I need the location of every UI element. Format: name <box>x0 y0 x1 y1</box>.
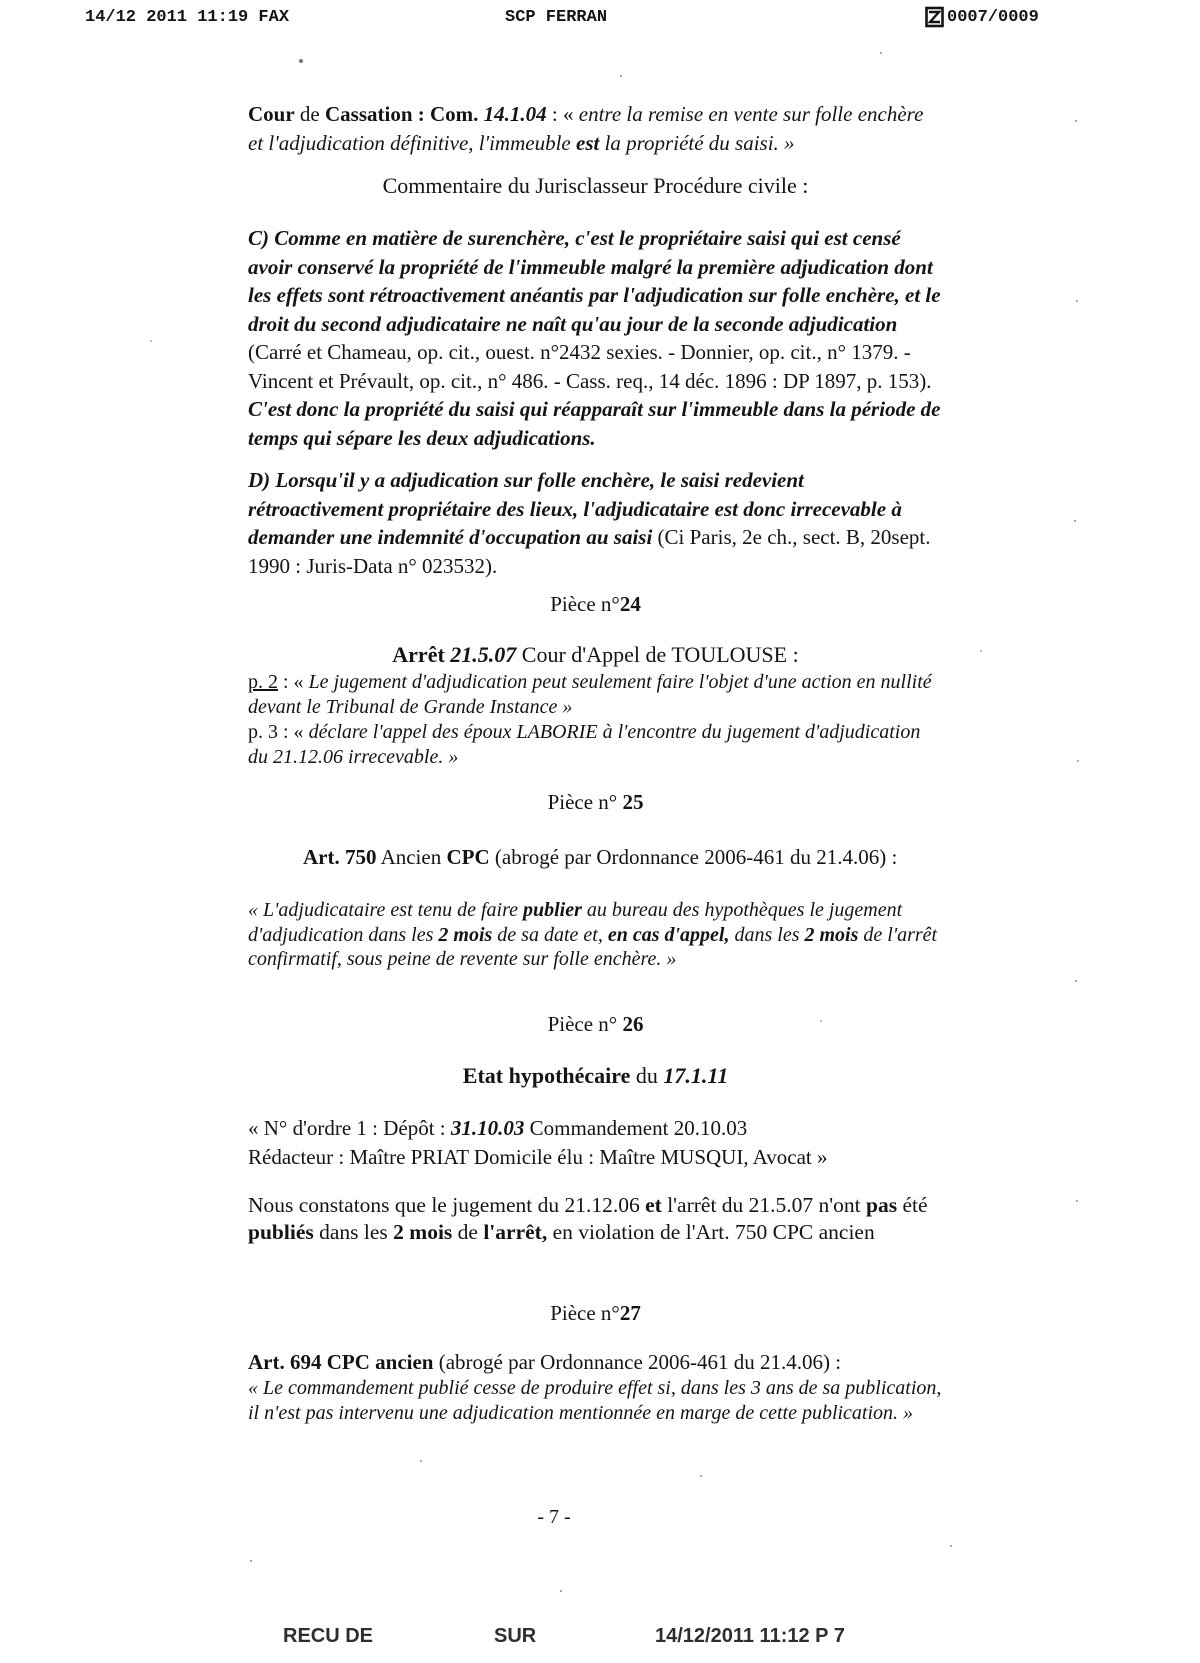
text-run: de l'arrêt confirmatif, sous peine de revente sur folle enchère. » <box>248 923 938 970</box>
art-750-quote <box>248 898 943 972</box>
text-run: C) Comme en matière de surenchère, c'est le propriétaire saisi qui est censé avoir conservé la propriété de l'immeuble malgré la première adjudication dont les effets sont rétroactivement anéantis par l'adjudication sur folle enchère, et le droit du second adjudicataire ne naît qu'au jour de la seconde adjudication <box>248 226 941 336</box>
arret-heading <box>248 641 943 670</box>
page-number: - 7 - <box>537 1506 571 1528</box>
footer-received-label: RECU DE <box>283 1625 374 1647</box>
text-run: 2 mois <box>804 923 859 946</box>
constat-paragraph <box>248 1192 943 1245</box>
text-run: est <box>576 130 600 155</box>
commentaire-heading: Commentaire du Jurisclasseur Procédure civile : <box>382 173 809 198</box>
text-run: Etat hypothécaire <box>462 1063 631 1088</box>
text-run: Pièce n° <box>550 1301 620 1325</box>
text-run: 21.5.07 <box>450 642 517 667</box>
text-run: du <box>630 1063 664 1088</box>
piece-25-heading <box>248 788 943 817</box>
text-run: : « <box>278 671 309 693</box>
fax-header-page-counter-group <box>925 6 1039 28</box>
fax-page-icon <box>925 6 944 28</box>
text-run: Commandement 20.10.03 <box>524 1116 748 1140</box>
text-run: Pièce n° <box>547 1012 623 1036</box>
text-run: entre la remise en vente sur folle enchère et l'adjudication définitive, l'immeuble <box>248 102 924 155</box>
text-run: Le jugement d'adjudication peut seulement faire l'objet d'une action en nullité devant le Tribunal de Grande Instance » <box>248 671 932 718</box>
text-run: de <box>294 102 325 126</box>
text-run: « Le commandement publié cesse de produire effet si, dans les 3 ans de sa publication, il n'est pas intervenu une adjudication mentionnée en marge de cette publication. » <box>248 1377 942 1424</box>
text-run: p. 2 <box>248 671 278 693</box>
text-run: (abrogé par Ordonnance 2006-461 du 21.4.06) : <box>433 1350 842 1374</box>
text-run: en violation de l'Art. 750 CPC ancien <box>547 1219 875 1244</box>
text-run: 25 <box>622 790 644 814</box>
text-run: (Ci Paris, 2e ch., sect. B, 20sept. 1990 : Juris-Data n° 023532). <box>248 525 931 578</box>
text-run: déclare l'appel des époux LABORIE à l'encontre du jugement d'adjudication du 21.12.06 irrecevable. » <box>248 721 921 768</box>
text-run: « N° d'ordre 1 : Dépôt : <box>248 1116 451 1140</box>
text-run: publiés <box>248 1219 314 1244</box>
text-run: 17.1.11 <box>663 1063 729 1088</box>
cassation-paragraph <box>248 100 943 157</box>
footer-sur-label: SUR <box>494 1625 537 1647</box>
text-run: Art. 694 CPC ancien <box>248 1350 434 1374</box>
text-run: 26 <box>622 1012 644 1036</box>
piece-24-heading <box>248 590 943 619</box>
footer-timestamp: 14/12/2011 11:12 P 7 <box>655 1625 845 1647</box>
art-694-quote <box>248 1376 943 1425</box>
text-run: 31.10.03 <box>450 1116 525 1140</box>
text-run: de sa date et, <box>492 923 608 946</box>
text-run: Art. 750 <box>303 845 377 869</box>
art-750-paragraph <box>248 844 943 871</box>
text-run: la propriété du saisi. » <box>599 130 795 155</box>
text-run: p. 3 : « <box>248 721 309 743</box>
text-run: : « <box>546 102 579 126</box>
text-run: Pièce n° <box>547 790 623 814</box>
etat-hypothecaire-heading <box>248 1062 943 1091</box>
text-run: Cour <box>248 102 295 126</box>
text-run: au bureau des hypothèques le jugement d'adjudication dans les <box>248 899 903 946</box>
ordre-line-2: Rédacteur : Maître PRIAT Domicile élu : Maître MUSQUI, Avocat » <box>248 1145 828 1169</box>
text-run: (Carré et Chameau, op. cit., ouest. n°2432 sexies. - Donnier, op. cit., n° 1379. - Vincent et Prévault, op. cit., n° 486. - Cass. req., 14 déc. 1896 : DP 1897, p. 153). <box>248 340 932 393</box>
text-run: 2 mois <box>393 1219 453 1244</box>
d-paragraph <box>248 466 943 580</box>
text-run: l'arrêt du 21.5.07 n'ont <box>661 1193 867 1217</box>
text-run: D) Lorsqu'il y a adjudication sur folle enchère, le saisi redevient rétroactivement propriétaire des lieux, l'adjudicataire est donc irrecevable à demander une indemnité d'occupation au saisi <box>248 468 902 549</box>
text-run: 14.1.04 <box>483 102 547 126</box>
text-run: pas <box>866 1193 898 1217</box>
text-run: Cassation : Com. <box>325 102 484 126</box>
text-run: publier <box>522 899 582 921</box>
scan-noise-speckles <box>0 0 2 2</box>
text-run: Pièce n° <box>550 592 620 616</box>
ordre-paragraph <box>248 1114 943 1172</box>
text-run: et <box>645 1193 662 1217</box>
ordre-line-1 <box>248 1114 943 1143</box>
text-run: (abrogé par Ordonnance 2006-461 du 21.4.06) : <box>489 845 898 869</box>
text-run: 24 <box>619 592 641 616</box>
text-run: en cas d'appel, <box>607 923 730 946</box>
text-run: de <box>452 1219 484 1244</box>
text-run: Cour d'Appel de TOULOUSE : <box>516 642 799 667</box>
fax-header-sender: SCP FERRAN <box>505 8 608 27</box>
p3-quote <box>248 720 943 770</box>
arret-quotes <box>248 670 943 770</box>
text-run: l'arrêt, <box>483 1219 548 1244</box>
piece-27-heading <box>248 1299 943 1328</box>
piece-26-heading <box>248 1010 943 1039</box>
fax-header-timestamp: 14/12 2011 11:19 FAX <box>85 8 290 27</box>
text-run: dans les <box>313 1219 394 1244</box>
fax-header-page-counter: 0007/0009 <box>947 7 1039 27</box>
text-run: Ancien <box>376 845 447 869</box>
p2-quote <box>248 670 943 720</box>
text-run: été <box>897 1193 928 1217</box>
text-run: 27 <box>619 1301 641 1325</box>
text-run: « L'adjudicataire est tenu de faire <box>248 899 523 921</box>
text-run: Nous constatons que le jugement du 21.12.06 <box>248 1193 646 1217</box>
art-694-paragraph <box>248 1348 943 1377</box>
text-run: CPC <box>446 845 490 869</box>
text-run: 2 mois <box>438 923 493 946</box>
text-run: Arrêt <box>392 642 451 667</box>
c-paragraph <box>248 224 948 452</box>
text-run: dans les <box>729 923 805 946</box>
text-run: C'est donc la propriété du saisi qui réapparaît sur l'immeuble dans la période de temps qui sépare les deux adjudications. <box>248 397 941 450</box>
